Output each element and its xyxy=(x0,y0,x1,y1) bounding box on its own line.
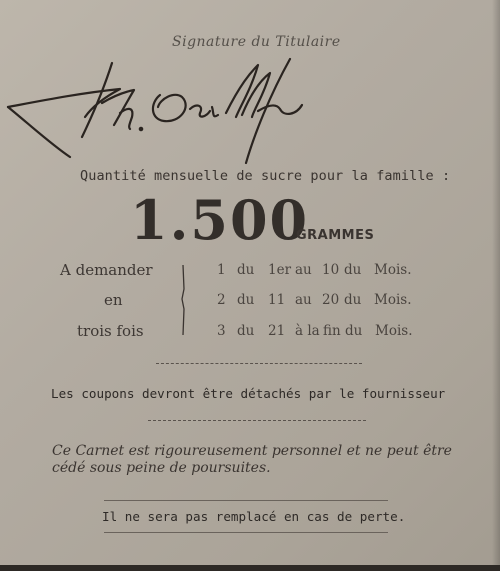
period-du: du xyxy=(237,292,255,308)
personal-card-notice: Ce Carnet est rigoureusement personnel et ne peut être cédé sous peine de poursuites. xyxy=(52,443,452,476)
period-du-mois: du xyxy=(344,292,362,308)
dashed-divider xyxy=(148,420,366,421)
period-to: 20 xyxy=(322,292,340,308)
period-from: 11 xyxy=(268,292,286,308)
schedule-label-in: en xyxy=(104,291,123,309)
period-du: du xyxy=(237,262,255,278)
dashed-divider xyxy=(156,363,362,364)
no-replacement-notice: Il ne sera pas remplacé en cas de perte. xyxy=(102,509,406,524)
handwritten-signature xyxy=(0,45,320,175)
period-from: 1er xyxy=(268,262,292,278)
period-from: 21 xyxy=(268,323,286,339)
quantity-value: 1.500 xyxy=(130,188,310,252)
page-bottom-edge xyxy=(0,565,500,571)
period-du-mois: du xyxy=(345,323,363,339)
schedule-label-ask: A demander xyxy=(60,261,153,279)
period-mois: Mois. xyxy=(374,292,412,308)
divider-line xyxy=(104,500,388,501)
brace-divider xyxy=(180,263,190,337)
period-au: au xyxy=(295,262,312,278)
schedule-label-three-times: trois fois xyxy=(77,322,144,340)
period-to: fin xyxy=(323,323,341,339)
period-du: du xyxy=(237,323,255,339)
period-au: au xyxy=(295,292,312,308)
signature-label: Signature du Titulaire xyxy=(172,34,341,50)
period-number: 3 xyxy=(217,323,226,339)
period-du-mois: du xyxy=(344,262,362,278)
period-row-2 xyxy=(217,292,412,308)
period-to: 10 xyxy=(322,262,340,278)
period-row-1 xyxy=(217,262,412,278)
quantity-unit: GRAMMES xyxy=(296,228,375,243)
period-number: 2 xyxy=(217,292,226,308)
period-row-3 xyxy=(217,323,413,339)
period-mois: Mois. xyxy=(374,262,412,278)
period-au: à la xyxy=(295,323,320,339)
coupons-notice: Les coupons devront être détachés par le fournisseur xyxy=(51,386,446,401)
paper-edge-shadow xyxy=(492,0,500,571)
period-mois: Mois. xyxy=(375,323,413,339)
period-number: 1 xyxy=(217,262,226,278)
monthly-quantity-label: Quantité mensuelle de sucre pour la famille : xyxy=(80,168,451,184)
divider-line xyxy=(104,532,388,533)
